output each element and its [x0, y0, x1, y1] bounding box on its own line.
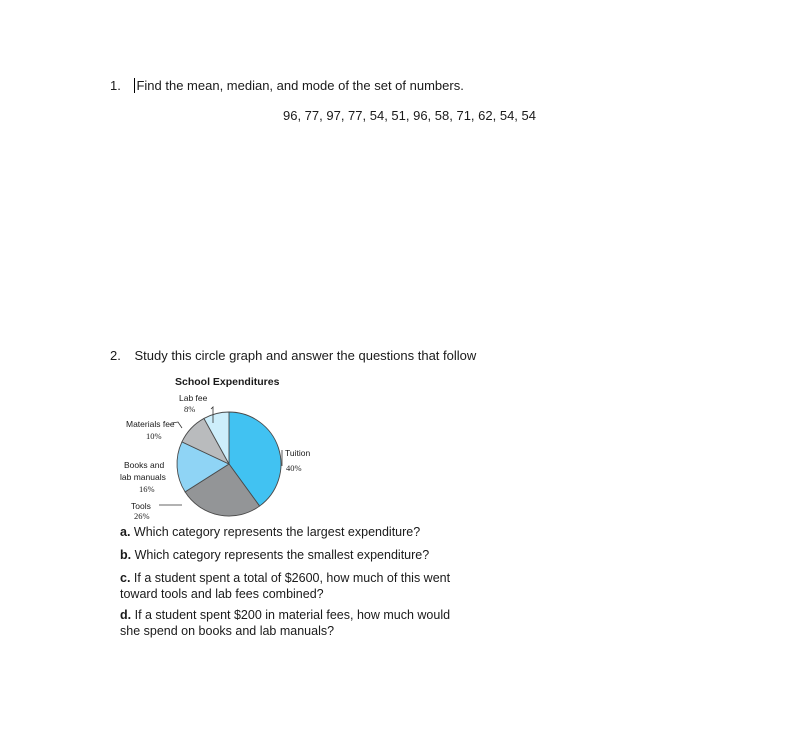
sub-question-a [120, 524, 480, 540]
books-label-line1: Books and [124, 460, 165, 470]
question-1 [110, 78, 464, 93]
sub-question-c-letter: c. [120, 571, 131, 585]
chart-title: School Expenditures [175, 376, 280, 388]
tuition-percent: 40% [286, 463, 302, 473]
sub-question-c-text: If a student spent a total of $2600, how much of this went toward tools and lab fees combined? [120, 571, 451, 601]
sub-question-a-letter: a. [120, 525, 131, 539]
lab-fee-label: Lab fee [179, 393, 208, 403]
sub-question-d-letter: d. [120, 608, 132, 622]
tools-label: Tools [131, 501, 151, 511]
sub-question-d [120, 607, 470, 639]
books-label-line2: lab manuals [120, 472, 166, 482]
sub-question-d-text: If a student spent $200 in material fees, how much would she spend on books and lab manuals? [120, 608, 451, 638]
number-set: 96, 77, 97, 77, 54, 51, 96, 58, 71, 62, 54, 54 [283, 108, 536, 123]
books-percent: 16% [139, 484, 155, 494]
question-1-number: 1. [110, 78, 121, 93]
materials-fee-percent: 10% [146, 431, 162, 441]
materials-fee-label: Materials fee [126, 419, 175, 429]
sub-question-b-letter: b. [120, 548, 132, 562]
question-2-number: 2. [110, 348, 121, 363]
lab-fee-percent: 8% [184, 404, 196, 414]
question-2 [110, 348, 476, 363]
tools-percent: 26% [134, 511, 150, 521]
pie-slices [177, 412, 281, 516]
sub-question-a-text: Which category represents the largest expenditure? [133, 525, 421, 539]
tuition-label: Tuition [285, 448, 311, 458]
question-1-text: Find the mean, median, and mode of the set of numbers. [136, 78, 464, 93]
sub-question-b-text: Which category represents the smallest expenditure? [134, 548, 430, 562]
sub-question-b [120, 547, 480, 563]
sub-question-c [120, 570, 470, 602]
question-2-text: Study this circle graph and answer the questions that follow [134, 348, 477, 363]
